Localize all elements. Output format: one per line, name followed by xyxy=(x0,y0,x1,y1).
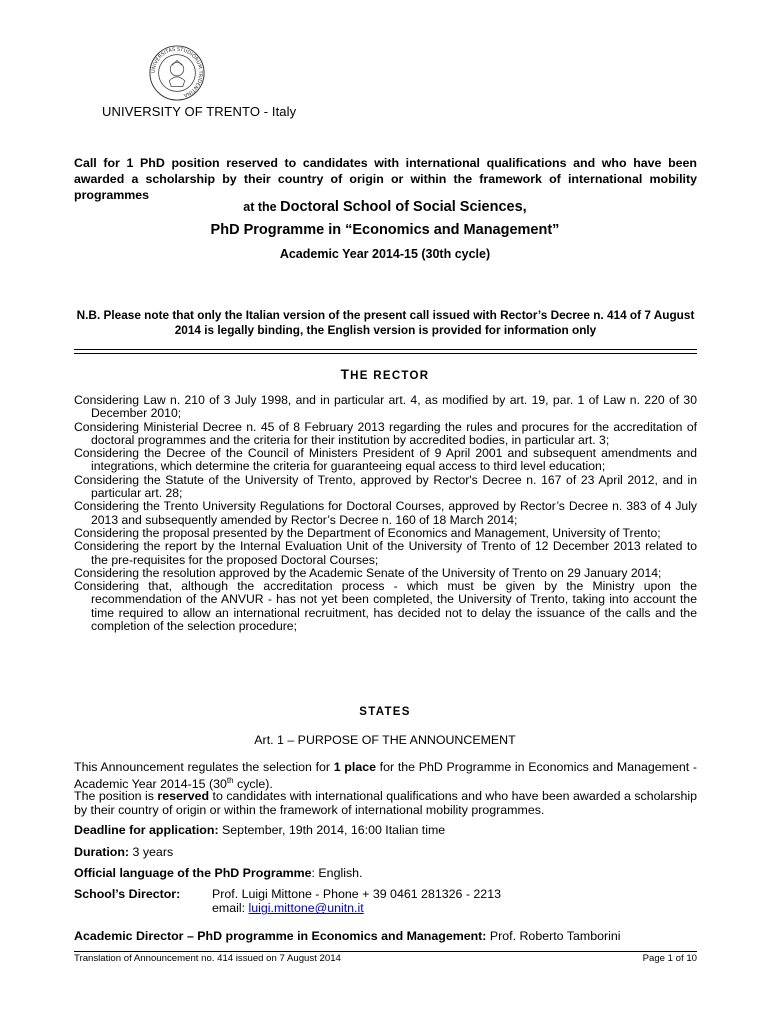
reserved-text-2: to candidates with international qualifications and who have been awarded a scholarship by their country of origin or within the framework of international mobility programmes. xyxy=(74,789,697,818)
duration-label: Duration: xyxy=(74,845,130,859)
academic-director-value: Prof. Roberto Tamborini xyxy=(486,929,621,943)
considering-item: Considering the Decree of the Council of Ministers President of 9 April 2001 and subsequent amendments and integrations, which determine the criteria for guaranteeing equal access to third level education; xyxy=(74,446,697,474)
language-value: : English. xyxy=(311,866,363,880)
school-line xyxy=(0,199,770,215)
considering-item: Considering the report by the Internal Evaluation Unit of the University of Trento of 12 December 2013 related to the pre-requisites for the proposed Doctoral Courses; xyxy=(74,539,697,567)
purpose-text-3: cycle). xyxy=(233,777,273,792)
language-line xyxy=(74,866,363,880)
states-heading xyxy=(0,706,770,718)
deadline-label: Deadline for application: xyxy=(74,823,219,837)
considering-item: Considering Ministerial Decree n. 45 of 8 February 2013 regarding the rules and procures for the accreditation of doctoral programmes and the criteria for their institution by accredited bodies, in particular art. 3; xyxy=(74,419,697,447)
academic-year: Academic Year 2014-15 (30th cycle) xyxy=(279,247,491,261)
duration-value: 3 years xyxy=(129,845,174,859)
considering-list xyxy=(74,394,697,633)
school-director-email-line xyxy=(212,901,501,915)
considering-item: Considering the resolution approved by the Academic Senate of the University of Trento on 29 January 2014; xyxy=(74,565,662,580)
places-count: 1 place xyxy=(333,760,376,774)
school-name: Doctoral School of Social Sciences, xyxy=(280,199,527,215)
language-label: Official language of the PhD Programme xyxy=(74,866,312,880)
considering-item: Considering the Trento University Regulations for Doctoral Courses, approved by Rector’s Decree n. 383 of 4 July 2013 and subsequently amended by Rector’s Decree n. 160 of 18 March 2014; xyxy=(74,499,697,527)
double-divider xyxy=(74,349,697,354)
article-1-title: Art. 1 – PURPOSE OF THE ANNOUNCEMENT xyxy=(254,733,516,747)
rector-heading-rest: HE R xyxy=(350,370,383,382)
duration-line xyxy=(74,845,173,859)
at-prefix: at the xyxy=(243,200,277,214)
ordinal-suffix: th xyxy=(226,776,234,786)
considering-item: Considering the proposal presented by the Department of Economics and Management, University of Trento; xyxy=(74,525,661,540)
reserved-keyword: reserved xyxy=(157,789,210,803)
svg-text:UNIVERSITAS STUDIORUM TRIDENTI: UNIVERSITAS STUDIORUM TRIDENTINA xyxy=(150,46,204,99)
purpose-text: This Announcement regulates the selection for xyxy=(74,760,334,774)
states-heading-text: STATES xyxy=(359,706,411,718)
reserved-paragraph xyxy=(74,789,697,818)
academic-director-label: Academic Director – PhD programme in Economics and Management: xyxy=(74,929,487,943)
rector-heading xyxy=(0,367,770,382)
school-director-info xyxy=(212,887,501,916)
deadline-line xyxy=(74,823,445,837)
rector-heading-rest2: ECTOR xyxy=(382,370,430,382)
purpose-text-2: for the PhD Programme in Economics and Management - Academic Year 2014-15 (30 xyxy=(74,760,698,792)
director-email-link[interactable]: luigi.mittone@unitn.it xyxy=(248,901,364,916)
academic-director-line xyxy=(74,929,621,943)
call-title: Call for 1 PhD position reserved to candidates with international qualifications and who have been awarded a scholarship by their country of origin or within the framework of international mobility programmes xyxy=(74,156,697,202)
school-director-label: School’s Director: xyxy=(74,887,181,901)
university-seal-logo xyxy=(148,44,206,102)
rector-heading-initial: T xyxy=(340,367,351,382)
purpose-paragraph xyxy=(74,760,697,792)
programme-title: PhD Programme in “Economics and Management” xyxy=(210,222,560,238)
page-number: Page 1 of 10 xyxy=(642,953,697,964)
email-prefix: email: xyxy=(212,901,249,916)
considering-item: Considering Law n. 210 of 3 July 1998, and in particular art. 4, as modified by art. 19, par. 1 of Law n. 220 of 30 December 2010; xyxy=(74,393,697,421)
university-name: UNIVERSITY OF TRENTO - Italy xyxy=(102,104,297,119)
school-director-contact: Prof. Luigi Mittone - Phone + 39 0461 281326 - 2213 xyxy=(212,887,501,901)
nb-notice: N.B. Please note that only the Italian version of the present call issued with Rector’s Decree n. 414 of 7 August 2014 is legally binding, the English version is provided for information only xyxy=(76,308,695,337)
reserved-text: The position is xyxy=(74,789,158,803)
considering-item: Considering the Statute of the University of Trento, approved by Rector's Decree n. 167 of 23 April 2012, and in particular art. 28; xyxy=(74,472,697,501)
footer-divider xyxy=(74,951,697,952)
footer-note: Translation of Announcement no. 414 issued on 7 August 2014 xyxy=(74,953,341,964)
deadline-value: September, 19th 2014, 16:00 Italian time xyxy=(218,823,446,837)
considering-item: Considering that, although the accreditation process - which must be given by the Ministry upon the recommendation of the ANVUR - has not yet been completed, the University of Trento, taking into account the time required to allow an international recruitment, has decided not to delay the issuance of the calls and the completion of the selection procedure; xyxy=(74,579,697,634)
